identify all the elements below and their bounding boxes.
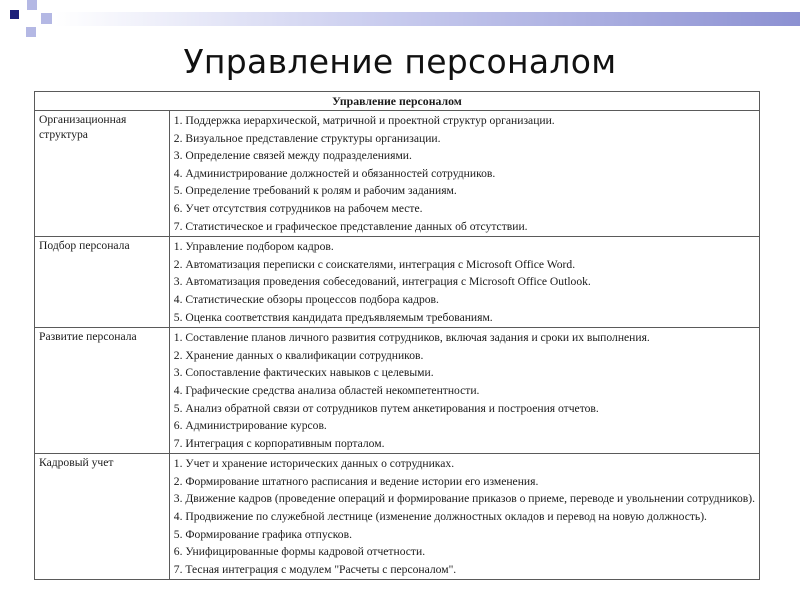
category-cell: Подбор персонала (35, 237, 170, 328)
table-row (35, 454, 760, 580)
list-item: 1. Составление планов личного развития сотрудников, включая задания и сроки их выполнения. (173, 331, 650, 345)
list-item: 7. Интеграция с корпоративным порталом. (173, 436, 385, 450)
list-item: 1. Поддержка иерархической, матричной и проектной структур организации. (173, 114, 555, 127)
list-item: 7. Статистическое и графическое представление данных об отсутствии. (173, 219, 528, 233)
items-cell (169, 328, 759, 454)
list-item: 3. Движение кадров (проведение операций и формирование приказов о приеме, переводе и увольнении сотрудников). (173, 492, 755, 506)
square-decoration (27, 0, 37, 10)
list-item: 2. Визуальное представление структуры организации. (173, 131, 441, 145)
square-decoration (41, 13, 52, 24)
category-cell: Кадровый учет (35, 454, 170, 580)
items-cell (169, 111, 759, 237)
items-cell (169, 454, 759, 580)
list-item: 2. Автоматизация переписки с соискателями, интеграция с Microsoft Office Word. (173, 257, 576, 271)
slide-title: Управление персоналом (183, 42, 617, 81)
table-row (35, 111, 760, 237)
list-item: 4. Статистические обзоры процессов подбора кадров. (173, 292, 439, 306)
header-gradient-bar (55, 12, 800, 26)
list-item: 5. Анализ обратной связи от сотрудников путем анкетирования и построения отчетов. (173, 401, 599, 415)
list-item: 5. Определение требований к ролям и рабочим заданиям. (173, 184, 457, 198)
list-item: 5. Оценка соответствия кандидата предъявляемым требованиям. (173, 310, 493, 324)
list-item: 7. Тесная интеграция с модулем "Расчеты с персоналом". (173, 562, 457, 576)
square-decoration (26, 27, 36, 37)
list-item: 3. Автоматизация проведения собеседований, интеграция с Microsoft Office Outlook. (173, 275, 591, 289)
list-item: 2. Формирование штатного расписания и ведение истории его изменения. (173, 474, 539, 488)
table-row (35, 328, 760, 454)
corner-decoration (0, 0, 60, 40)
list-item: 6. Унифицированные формы кадровой отчетности. (173, 545, 426, 559)
list-item: 4. Графические средства анализа областей некомпетентности. (173, 383, 480, 397)
list-item: 6. Администрирование курсов. (173, 419, 327, 433)
hr-functions-table (34, 91, 760, 580)
list-item: 4. Продвижение по служебной лестнице (изменение должностных окладов и перевод на новую должность). (173, 510, 707, 524)
list-item: 3. Сопоставление фактических навыков с целевыми. (173, 366, 434, 380)
table-header: Управление персоналом (35, 92, 760, 111)
square-decoration (10, 10, 19, 19)
items-cell (169, 237, 759, 328)
list-item: 6. Учет отсутствия сотрудников на рабочем месте. (173, 201, 423, 215)
category-cell: Развитие персонала (35, 328, 170, 454)
list-item: 1. Учет и хранение исторических данных о сотрудниках. (173, 457, 455, 471)
category-cell: Организационная структура (35, 111, 170, 237)
list-item: 3. Определение связей между подразделениями. (173, 149, 412, 163)
table-row (35, 237, 760, 328)
list-item: 1. Управление подбором кадров. (173, 240, 334, 254)
list-item: 4. Администрирование должностей и обязанностей сотрудников. (173, 166, 496, 180)
list-item: 5. Формирование графика отпусков. (173, 527, 352, 541)
list-item: 2. Хранение данных о квалификации сотрудников. (173, 348, 424, 362)
